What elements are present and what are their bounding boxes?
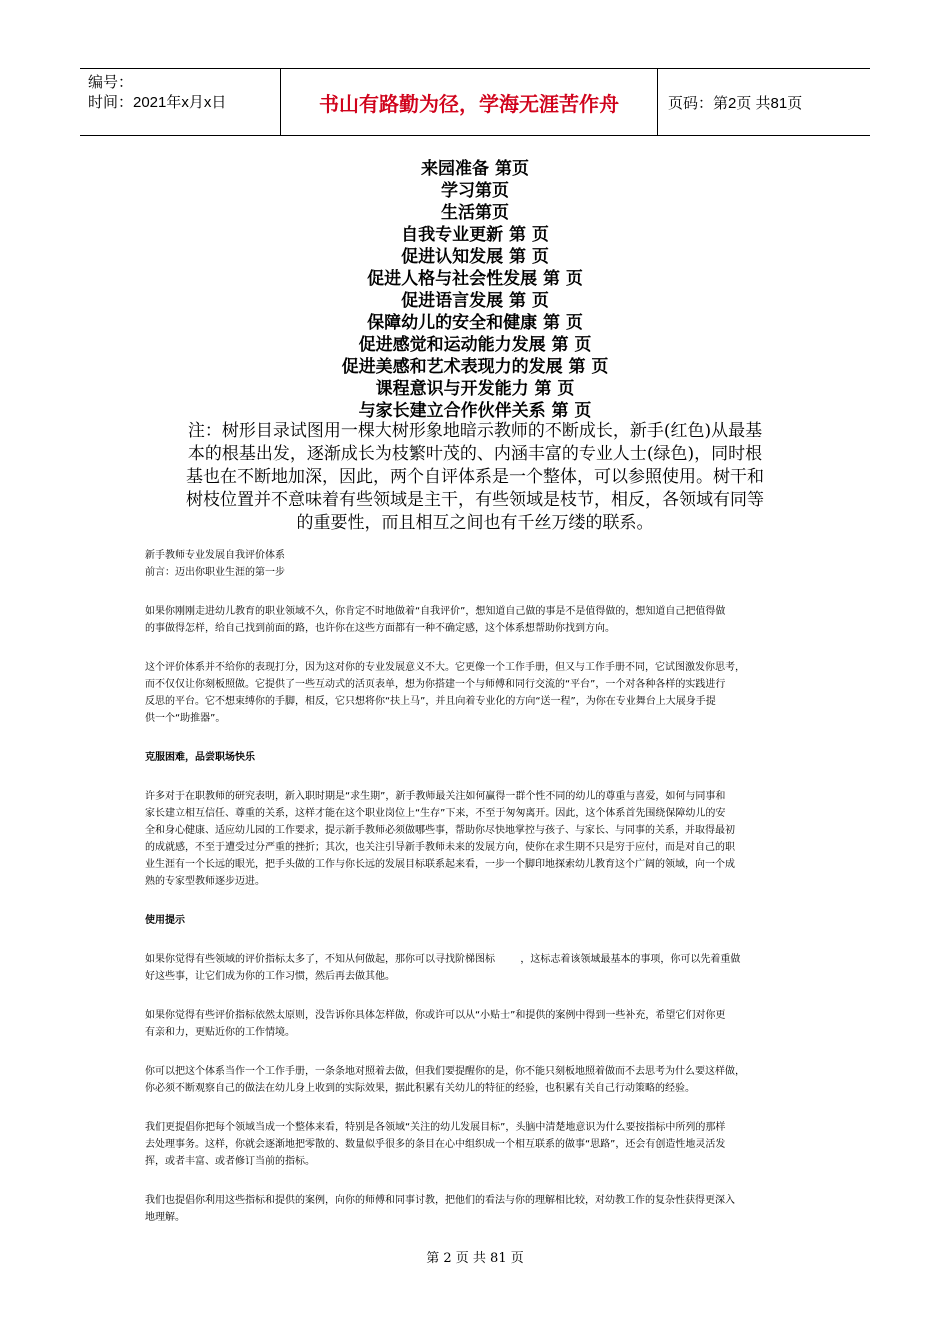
- page-footer: 第 2 页 共 81 页: [426, 1251, 524, 1266]
- paragraph-line: 业生涯有一个长远的眼光，把手头做的工作与你长远的发展目标联系起来看，一步一个脚印地探索幼儿教育这个广阔的领域，向一个成: [145, 859, 735, 870]
- paragraph-line: 的成就感，不至于遭受过分严重的挫折；其次，也关注引导新手教师未来的发展方向，使你在求生期不只是穷于应付，而是对自己的职: [145, 842, 735, 853]
- paragraph-line: 反思的平台。它不想束缚你的手脚，相反，它只想将你“扶上马”，并且向着专业化的方向“送一程”，为你在专业舞台上大展身手提: [145, 696, 716, 707]
- toc-item[interactable]: 促进感觉和运动能力发展 第 页: [358, 335, 592, 355]
- header-meta: [80, 69, 281, 135]
- tree-note: [140, 420, 810, 535]
- toc-item[interactable]: 与家长建立合作伙伴关系 第 页: [358, 401, 592, 421]
- note-line: 注：树形目录试图用一棵大树形象地暗示教师的不断成长，新手(红色)从最基: [187, 421, 763, 441]
- paragraph: [145, 1119, 807, 1170]
- paragraph: [145, 659, 807, 727]
- table-of-contents: [0, 158, 950, 422]
- paragraph-line: 我们也提倡你利用这些指标和提供的案例，向你的师傅和同事讨教，把他们的看法与你的理解相比较，对幼教工作的复杂性获得更深入: [145, 1195, 735, 1206]
- paragraph-line: 家长建立相互信任、尊重的关系，这样才能在这个职业岗位上“生存”下来，不至于匆匆离开。因此，这个体系首先围绕保障幼儿的安: [145, 808, 726, 819]
- document-time-label: 时间：2021年x月x日: [88, 94, 227, 111]
- toc-item[interactable]: 生活第页: [441, 203, 509, 223]
- paragraph: [145, 1063, 807, 1097]
- note-line: 基也在不断地加深，因此，两个自评体系是一个整体，可以参照使用。树干和: [186, 467, 764, 487]
- paragraph-line: 供一个“助推器”。: [145, 713, 226, 724]
- paragraph: [145, 951, 807, 985]
- paragraph-line: 熟的专家型教师逐步迈进。: [145, 876, 265, 887]
- paragraph-line: 如果你刚刚走进幼儿教育的职业领域不久，你肯定不时地做着“自我评价”，想知道自己做的事是不是值得做的，想知道自己把值得做: [145, 606, 726, 617]
- paragraph: [145, 603, 807, 637]
- paragraph-line: 如果你觉得有些领域的评价指标太多了，不知从何做起，那你可以寻找阶梯图标 ，这标志着该领域最基本的事项，你可以先着重做: [145, 954, 741, 965]
- toc-item[interactable]: 促进美感和艺术表现力的发展 第 页: [341, 357, 609, 377]
- paragraph-line: 我们更提倡你把每个领域当成一个整体来看，特别是各领域“关注的幼儿发展目标”，头脑中清楚地意识为什么要按指标中所列的那样: [145, 1122, 726, 1133]
- paragraph-line: 地理解。: [145, 1212, 185, 1223]
- paragraph-line: 挥，或者丰富、或者修订当前的指标。: [145, 1156, 315, 1167]
- paragraph-line: 的事做得怎样，给自己找到前面的路，也许你在这些方面都有一种不确定感，这个体系想帮助你找到方向。: [145, 623, 615, 634]
- paragraph: [145, 1007, 807, 1041]
- header-motto: 书山有路勤为径，学海无涯苦作舟: [281, 69, 658, 135]
- paragraph-line: 去处理事务。这样，你就会逐渐地把零散的、数量似乎很多的条目在心中组织成一个相互联系的做事“思路”，还会有创造性地灵活发: [145, 1139, 726, 1150]
- toc-item[interactable]: 自我专业更新 第 页: [401, 225, 549, 245]
- paragraph-line: 这个评价体系并不给你的表现打分，因为这对你的专业发展意义不大。它更像一个工作手册，但又与工作手册不同，它试图激发你思考，: [145, 662, 745, 673]
- note-line: 的重要性，而且相互之间也有千丝万缕的联系。: [296, 513, 654, 533]
- toc-item[interactable]: 来园准备 第页: [421, 159, 529, 179]
- note-line: 本的根基出发，逐渐成长为枝繁叶茂的、内涵丰富的专业人士(绿色)，同时根: [187, 444, 763, 464]
- paragraph: [145, 788, 807, 890]
- document-body: [145, 547, 807, 1226]
- header-page-info: 页码：第2页 共81页: [668, 94, 803, 112]
- page-header: [80, 68, 870, 136]
- paragraph-line: 你必须不断观察自己的做法在幼儿身上收到的实际效果，据此积累有关幼儿的特征的经验，也积累有关自己行动策略的经验。: [145, 1083, 695, 1094]
- note-line: 树枝位置并不意味着有些领域是主干，有些领域是枝节，相反，各领域有同等: [186, 490, 764, 510]
- paragraph-line: 而不仅仅让你刻板照做。它提供了一些互动式的活页表单，想为你搭建一个与师傅和同行交流的“平台”，一个对各种各样的实践进行: [145, 679, 726, 690]
- paragraph-line: 全和身心健康、适应幼儿园的工作要求，提示新手教师必须做哪些事，帮助你尽快地掌控与孩子、与家长、与同事的关系，并取得最初: [145, 825, 735, 836]
- toc-item[interactable]: 课程意识与开发能力 第 页: [375, 379, 575, 399]
- paragraph-line: 有亲和力，更贴近你的工作情境。: [145, 1027, 295, 1038]
- toc-item[interactable]: 保障幼儿的安全和健康 第 页: [367, 313, 583, 333]
- paragraph-line: 如果你觉得有些评价指标依然太原则，没告诉你具体怎样做，你或许可以从“小贴士”和提供的案例中得到一些补充，希望它们对你更: [145, 1010, 726, 1021]
- paragraph: [145, 1192, 807, 1226]
- paragraph-line: 好这些事，让它们成为你的工作习惯，然后再去做其他。: [145, 971, 395, 982]
- section-heading: 克服困难，品尝职场快乐: [145, 752, 255, 763]
- toc-item[interactable]: 学习第页: [441, 181, 509, 201]
- toc-item[interactable]: 促进认知发展 第 页: [401, 247, 549, 267]
- document-number-label: 编号：: [88, 74, 134, 91]
- toc-item[interactable]: 促进语言发展 第 页: [401, 291, 549, 311]
- paragraph-line: 你可以把这个体系当作一个工作手册，一条条地对照着去做，但我们要提醒你的是，你不能只刻板地照着做而不去思考为什么要这样做，: [145, 1066, 745, 1077]
- paragraph-line: 许多对于在职教师的研究表明，新入职时期是“求生期”，新手教师最关注如何赢得一群个性不同的幼儿的尊重与喜爱，如何与同事和: [145, 791, 726, 802]
- intro-title: 新手教师专业发展自我评价体系: [145, 550, 285, 561]
- section-heading: 使用提示: [145, 915, 185, 926]
- intro-subtitle: 前言：迈出你职业生涯的第一步: [145, 567, 285, 578]
- toc-item[interactable]: 促进人格与社会性发展 第 页: [367, 269, 583, 289]
